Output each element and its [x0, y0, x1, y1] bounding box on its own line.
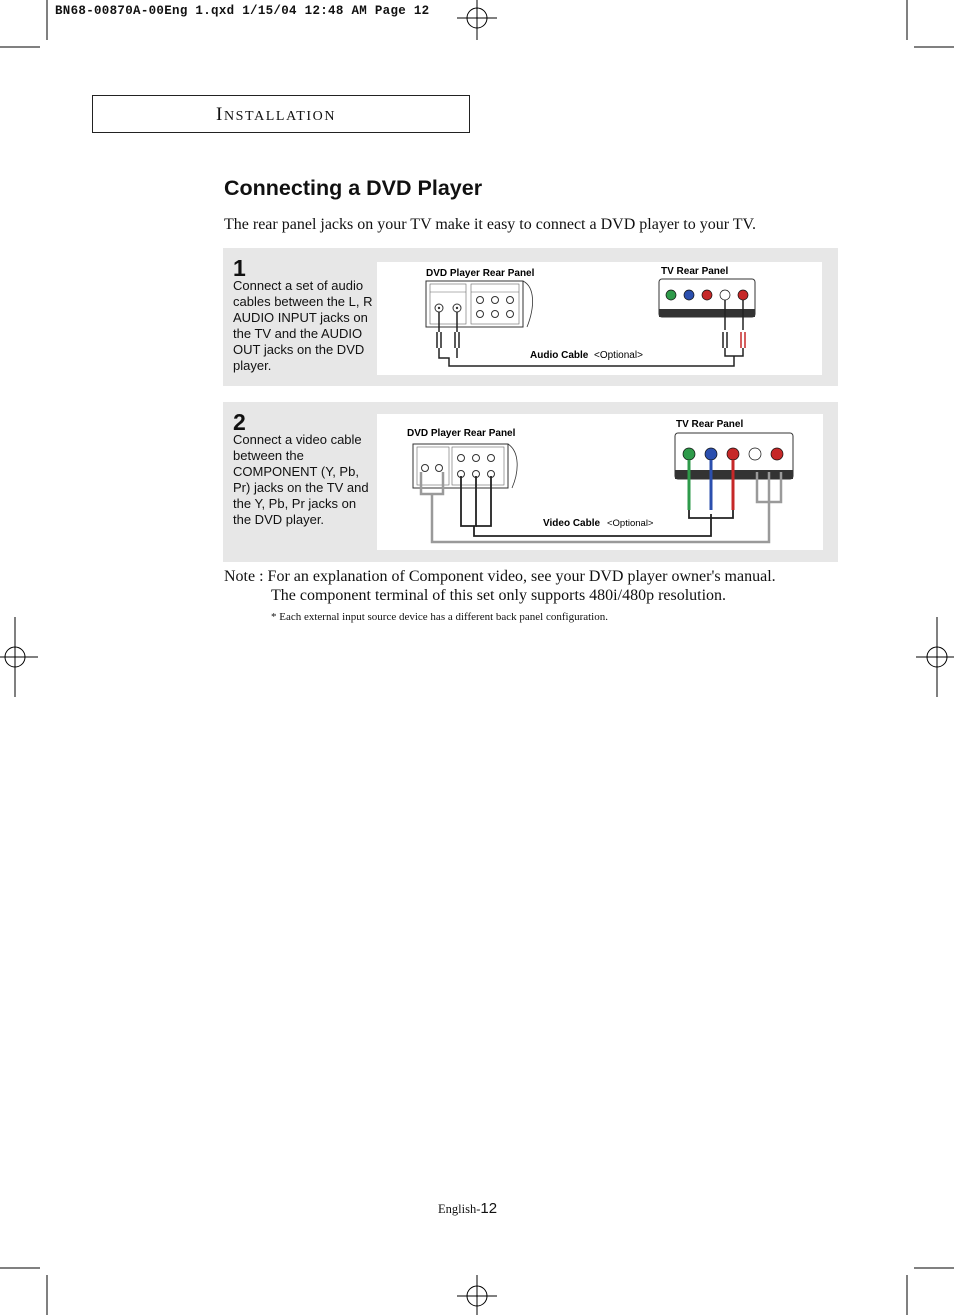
page-title: Connecting a DVD Player [224, 176, 483, 200]
footer-prefix: English- [438, 1202, 481, 1216]
section-rest: NSTALLATION [223, 109, 337, 124]
step-1-dvd-label: DVD Player Rear Panel [426, 268, 535, 279]
section-header [216, 104, 336, 126]
step-2-diagram [377, 414, 823, 550]
step-2-dvd-label: DVD Player Rear Panel [407, 428, 516, 439]
step-1-text: Connect a set of audio cables between the L, R AUDIO INPUT jacks on the TV and the AUDIO OUT jacks on the DVD player. [233, 278, 373, 373]
step-2-cable-label: Video Cable [543, 518, 601, 529]
note-line-2: The component terminal of this set only supports 480i/480p resolution. [271, 587, 727, 604]
step-2-text: Connect a video cable between the COMPONENT (Y, Pb, Pr) jacks on the TV and the Y, Pb, Pr jacks on the DVD player. [233, 432, 369, 527]
step-2-panel [223, 402, 838, 562]
page-number: 12 [480, 1200, 498, 1217]
step-1-cable-note: <Optional> [594, 350, 643, 361]
section-initial: I [216, 104, 224, 125]
video-connection-diagram [377, 414, 823, 550]
step-1-number: 1 [233, 255, 246, 281]
dvd-rear-panel [426, 281, 533, 327]
audio-connection-diagram [377, 262, 822, 375]
step-1-cable-label: Audio Cable [530, 350, 589, 361]
intro-text: The rear panel jacks on your TV make it easy to connect a DVD player to your TV. [224, 216, 756, 233]
note-line-3: * Each external input source device has a different back panel configuration. [271, 611, 608, 623]
step-1-panel [223, 248, 838, 386]
step-1-tv-label: TV Rear Panel [661, 266, 729, 277]
tv-rear-panel [659, 279, 755, 317]
step-2-number: 2 [233, 409, 246, 435]
dvd-rear-panel [413, 444, 517, 488]
note-line-1: Note : For an explanation of Component video, see your DVD player owner's manual. [224, 568, 776, 585]
page-footer [438, 1200, 497, 1217]
step-2-tv-label: TV Rear Panel [676, 419, 744, 430]
step-2-cable-note: <Optional> [607, 518, 654, 529]
file-slug: BN68-00870A-00Eng 1.qxd 1/15/04 12:48 AM Page 12 [55, 4, 430, 18]
step-1-diagram [377, 262, 822, 375]
